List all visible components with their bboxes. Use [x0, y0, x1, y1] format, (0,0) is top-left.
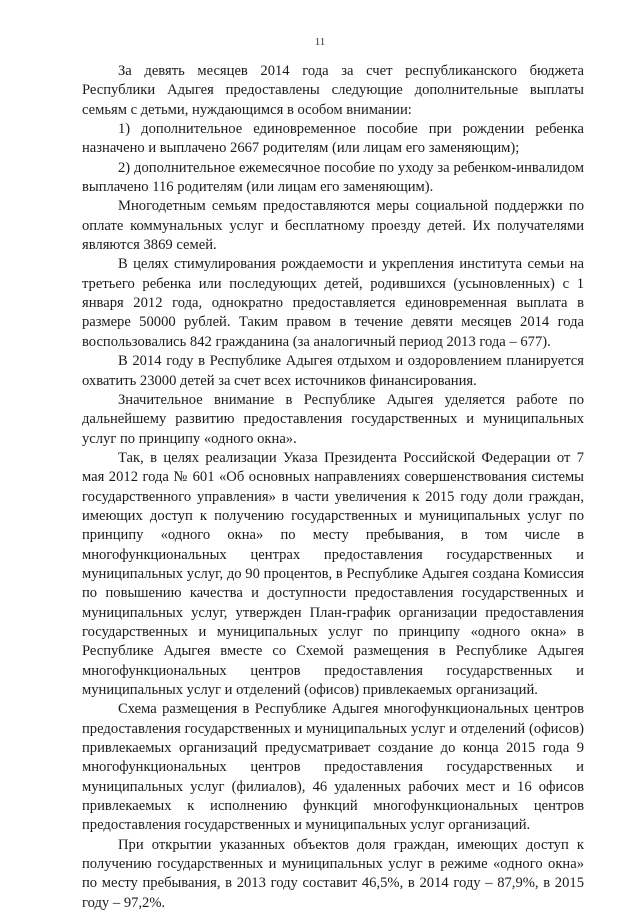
paragraph-mfc-placement-scheme: Схема размещения в Республике Адыгея многофункциональных центров предоставления государственных и муниципальных услуг и отделений (офисов) привлекаемых организаций предусматривает создание до конца 2015 года 9 многофункциональных центров предоставления государственных и муниципальных услуг (филиалов), 46 удаленных рабочих мест и 16 офисов привлекаемых к исполнению функций многофункциональных центров предоставления государственных и муниципальных услуг организаций. — [82, 701, 584, 834]
paragraph-children-recreation: В 2014 году в Республике Адыгея отдыхом и оздоровлением планируется охватить 23000 детей за счет всех источников финансирования. — [82, 353, 584, 389]
paragraph-large-families: Многодетным семьям предоставляются меры социальной поддержки по оплате коммунальных услуг и бесплатному проезду детей. Их получателями являются 3869 семей. — [82, 198, 584, 254]
paragraph-birth-allowance: 1) дополнительное единовременное пособие при рождении ребенка назначено и выплачено 2667 родителям (или лицам его заменяющим); — [82, 121, 584, 157]
paragraph-presidential-decree: Так, в целях реализации Указа Президента Российской Федерации от 7 мая 2012 года № 601 «Об основных направлениях совершенствования системы государственного управления» в части увеличения к 2015 году доли граждан, имеющих доступ к получению государственных и муниципальных услуг по принципу «одного окна» по месту пребывания, в том числе в многофункциональных центрах предоставления государственных и муниципальных услуг, до 90 процентов, в Республике Адыгея создана Комиссия по повышению качества и доступности предоставления государственных и муниципальных услуг, утвержден План-график организации предоставления государственных и муниципальных услуг по принципу «одного окна» в Республике Адыгея вместе со Схемой размещения в Республике Адыгея многофункциональных центров предоставления государственных и муниципальных услуг и отделений (офисов) привлекаемых организаций. — [82, 449, 584, 698]
document-body — [82, 62, 584, 913]
paragraph-disabled-child-allowance: 2) дополнительное ежемесячное пособие по уходу за ребенком-инвалидом выплачено 116 родителям (или лицам его заменяющим). — [82, 159, 584, 196]
paragraph-one-window-services: Значительное внимание в Республике Адыгея уделяется работе по дальнейшему развитию предоставления государственных и муниципальных услуг по принципу «одного окна». — [82, 391, 584, 447]
paragraph-regional-payments: За девять месяцев 2014 года за счет республиканского бюджета Республики Адыгея предоставлены следующие дополнительные выплаты семьям с детьми, нуждающимся в особом внимании: — [82, 63, 584, 118]
page-number: 11 — [314, 36, 326, 48]
paragraph-access-share: При открытии указанных объектов доля граждан, имеющих доступ к получению государственных и муниципальных услуг в режиме «одного окна» по месту пребывания, в 2013 году составит 46,5%, в 2014 году – 87,9%, в 2015 году – 97,2%. — [82, 836, 584, 911]
paragraph-birth-rate-payment: В целях стимулирования рождаемости и укрепления института семьи на третьего ребенка или последующих детей, родившихся (усыновленных) с 1 января 2012 года, однократно предоставляется единовременная выплата в размере 50000 рублей. Таким правом в течение девяти месяцев 2014 года воспользовались 842 гражданина (за аналогичный период 2013 года – 677). — [82, 256, 584, 350]
